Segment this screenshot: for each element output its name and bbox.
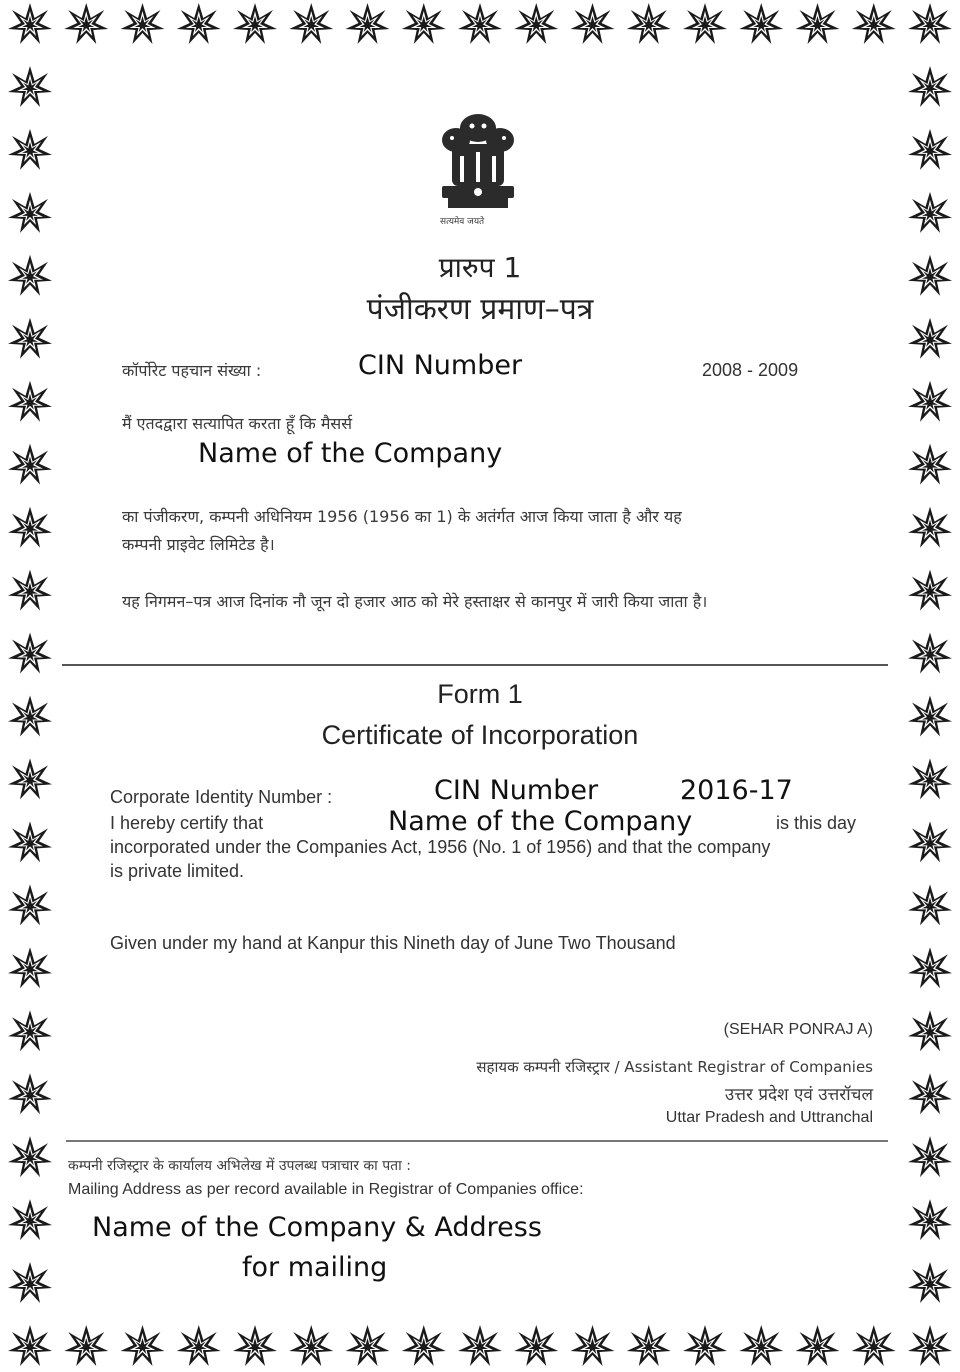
signatory-designation: सहायक कम्पनी रजिस्ट्रार / Assistant Registrar of Companies	[476, 1058, 873, 1076]
border-star-icon	[177, 3, 221, 44]
border-star-icon	[8, 633, 52, 674]
border-star-icon	[8, 947, 52, 988]
hindi-cin-label: कॉर्पोरेट पहचान संख्या :	[122, 361, 262, 380]
mailing-label-english: Mailing Address as per record available in Registrar of Companies office:	[68, 1181, 584, 1198]
border-star-icon	[908, 381, 952, 422]
certify-prefix: I hereby certify that	[110, 813, 264, 833]
border-star-icon	[64, 1325, 108, 1366]
border-star-icon	[177, 1325, 221, 1366]
hindi-para2: यह निगमन–पत्र आज दिनांक नौ जून दो हजार आठ को मेरे हस्ताक्षर से कानपुर में जारी किया जाता है।	[122, 592, 708, 611]
border-star-icon	[908, 821, 952, 862]
border-star-icon	[908, 507, 952, 548]
border-star-icon	[8, 570, 52, 611]
border-star-icon	[458, 1325, 502, 1366]
given-text: Given under my hand at Kanpur this Nineth day of June Two Thousand	[110, 933, 676, 953]
hindi-para1-line2: कम्पनी प्राइवेट लिमिटेड है।	[122, 535, 275, 554]
certify-line2: incorporated under the Companies Act, 1956 (No. 1 of 1956) and that the company	[110, 837, 771, 857]
hindi-para1-line1: का पंजीकरण, कम्पनी अधिनियम 1956 (1956 का 1) के अतंर्गत आज किया जाता है और यह	[122, 507, 682, 526]
border-star-icon	[8, 1325, 52, 1366]
border-star-icon	[908, 1325, 952, 1366]
border-star-icon	[908, 1199, 952, 1240]
company-name: Name of the Company	[388, 806, 693, 837]
border-star-icon	[514, 3, 558, 44]
hindi-form-title: प्रारुप 1	[438, 251, 522, 284]
emblem-motto: सत्यमेव जयते	[440, 217, 485, 227]
hindi-company-name: Name of the Company	[198, 438, 503, 469]
cin-value: CIN Number	[434, 775, 599, 806]
cin-label: Corporate Identity Number :	[110, 787, 333, 807]
hindi-cin-value: CIN Number	[358, 350, 523, 381]
border-star-icon	[8, 192, 52, 233]
border-star-icon	[627, 1325, 671, 1366]
border-star-icon	[571, 1325, 615, 1366]
border-star-icon	[908, 1010, 952, 1051]
border-star-icon	[908, 1262, 952, 1303]
border-star-icon	[852, 1325, 896, 1366]
border-star-icon	[908, 884, 952, 925]
border-star-icon	[346, 1325, 390, 1366]
border-star-icon	[739, 3, 783, 44]
border-star-icon	[8, 758, 52, 799]
hindi-certificate-title: पंजीकरण प्रमाण–पत्र	[366, 292, 594, 327]
border-star-icon	[64, 3, 108, 44]
section-divider	[62, 664, 888, 666]
border-star-icon	[8, 821, 52, 862]
border-star-icon	[739, 1325, 783, 1366]
border-star-icon	[908, 66, 952, 107]
border-star-icon	[8, 1010, 52, 1051]
border-star-icon	[514, 1325, 558, 1366]
border-star-icon	[683, 3, 727, 44]
border-star-icon	[289, 3, 333, 44]
mailing-address-line1: Name of the Company & Address	[92, 1212, 542, 1243]
border-star-icon	[683, 1325, 727, 1366]
mailing-label-hindi: कम्पनी रजिस्ट्रार के कार्यालय अभिलेख में उपलब्ध पत्राचार का पता :	[68, 1158, 411, 1174]
border-star-icon	[8, 66, 52, 107]
border-star-icon	[121, 3, 165, 44]
hindi-certify-text: मैं एतदद्वारा सत्यापित करता हूँ कि मैसर्स	[122, 414, 353, 433]
border-star-icon	[8, 884, 52, 925]
mailing-address-line2: for mailing	[242, 1252, 388, 1283]
border-star-icon	[908, 947, 952, 988]
border-star-icon	[458, 3, 502, 44]
border-star-icon	[908, 1136, 952, 1177]
certify-suffix: is this day	[776, 813, 857, 833]
certificate-year: 2016-17	[680, 775, 793, 806]
mailing-divider	[66, 1140, 888, 1142]
border-star-icon	[908, 758, 952, 799]
ashoka-lion-emblem-icon	[428, 106, 528, 230]
border-star-icon	[346, 3, 390, 44]
border-star-icon	[908, 1073, 952, 1114]
border-star-icon	[908, 192, 952, 233]
border-star-icon	[233, 1325, 277, 1366]
hindi-year: 2008 - 2009	[702, 360, 799, 380]
border-star-icon	[8, 507, 52, 548]
signatory-state-hindi: उत्तर प्रदेश एवं उत्तरॉचल	[724, 1085, 873, 1105]
border-star-icon	[627, 3, 671, 44]
border-star-icon	[402, 3, 446, 44]
form-title: Form 1	[437, 679, 523, 709]
border-star-icon	[8, 3, 52, 44]
signatory-name: (SEHAR PONRAJ A)	[723, 1021, 873, 1038]
border-star-icon	[8, 1199, 52, 1240]
border-star-icon	[8, 444, 52, 485]
border-star-icon	[908, 633, 952, 674]
border-star-icon	[908, 570, 952, 611]
border-star-icon	[8, 1262, 52, 1303]
border-star-icon	[402, 1325, 446, 1366]
border-star-icon	[908, 444, 952, 485]
certificate-title: Certificate of Incorporation	[321, 720, 639, 750]
border-star-icon	[121, 1325, 165, 1366]
border-star-icon	[852, 3, 896, 44]
border-star-icon	[8, 381, 52, 422]
border-star-icon	[8, 1136, 52, 1177]
border-star-icon	[796, 1325, 840, 1366]
border-star-icon	[571, 3, 615, 44]
border-star-icon	[796, 3, 840, 44]
border-star-icon	[908, 3, 952, 44]
border-star-icon	[289, 1325, 333, 1366]
border-star-icon	[233, 3, 277, 44]
border-star-icon	[8, 129, 52, 170]
signatory-state-english: Uttar Pradesh and Uttranchal	[665, 1109, 873, 1126]
border-star-icon	[908, 129, 952, 170]
border-star-icon	[8, 1073, 52, 1114]
certify-line3: is private limited.	[110, 861, 245, 881]
